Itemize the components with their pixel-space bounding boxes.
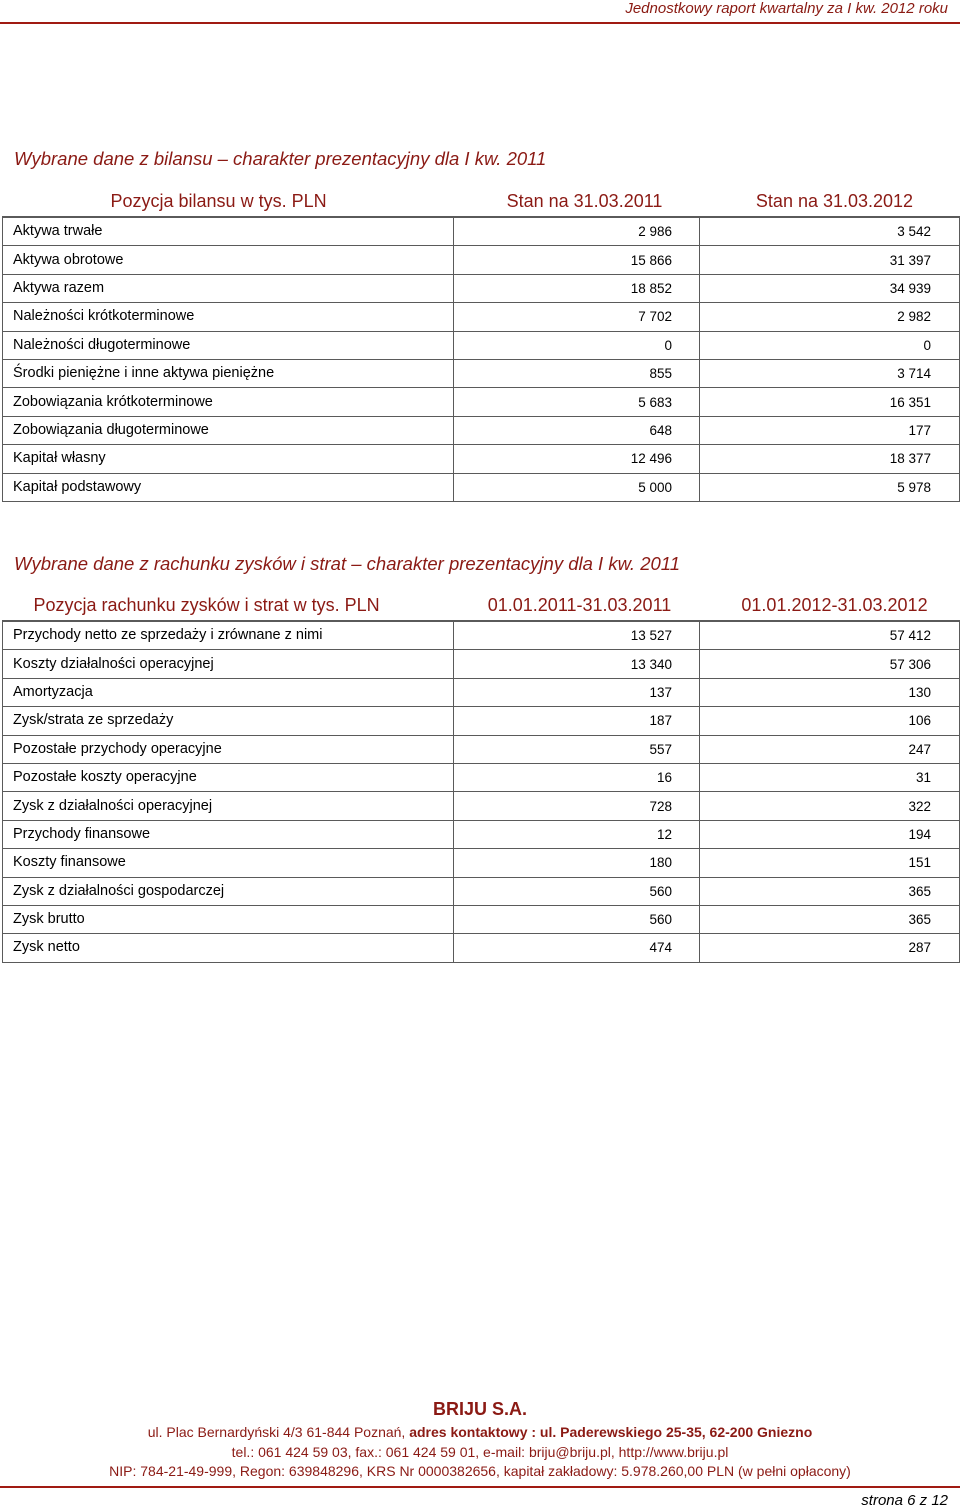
value-2012: 31 xyxy=(700,763,960,791)
column-header-2011: Stan na 31.03.2011 xyxy=(506,191,663,211)
value-2011: 18 852 xyxy=(454,274,700,302)
row-label: Środki pieniężne i inne aktywa pieniężne xyxy=(3,359,454,387)
row-label: Zysk brutto xyxy=(3,905,454,933)
table-row xyxy=(3,650,960,678)
value-2012: 106 xyxy=(700,707,960,735)
value-2012: 322 xyxy=(700,792,960,820)
row-label: Należności długoterminowe xyxy=(3,331,454,359)
value-2012: 57 306 xyxy=(700,650,960,678)
value-2011: 13 340 xyxy=(454,650,700,678)
table-row xyxy=(3,678,960,706)
table-row xyxy=(3,388,960,416)
footer-address-contact-label: adres kontaktowy : xyxy=(409,1424,540,1440)
table-row xyxy=(3,217,960,246)
value-2011: 5 000 xyxy=(454,473,700,501)
footer-address-registered: ul. Plac Bernardyński 4/3 61-844 Poznań, xyxy=(147,1424,410,1440)
value-2011: 12 496 xyxy=(454,445,700,473)
row-label: Pozostałe przychody operacyjne xyxy=(3,735,454,763)
row-label: Kapitał własny xyxy=(3,445,454,473)
table-row xyxy=(3,707,960,735)
row-label: Amortyzacja xyxy=(3,678,454,706)
pnl-table xyxy=(2,590,960,963)
table-row xyxy=(3,274,960,302)
value-2011: 5 683 xyxy=(454,388,700,416)
value-2011: 560 xyxy=(454,905,700,933)
table-row xyxy=(3,849,960,877)
value-2012: 57 412 xyxy=(700,621,960,650)
footer-address-contact: ul. Paderewskiego 25-35, 62-200 Gniezno xyxy=(539,1424,813,1440)
row-label: Zobowiązania krótkoterminowe xyxy=(3,388,454,416)
row-label: Zysk/strata ze sprzedaży xyxy=(3,707,454,735)
column-header-2012: Stan na 31.03.2012 xyxy=(755,191,914,211)
table-header-row xyxy=(3,590,960,621)
row-label: Aktywa obrotowe xyxy=(3,246,454,274)
value-2011: 12 xyxy=(454,820,700,848)
table-row xyxy=(3,735,960,763)
column-header-position: Pozycja rachunku zysków i strat w tys. PLN xyxy=(33,595,380,615)
row-label: Zysk z działalności operacyjnej xyxy=(3,792,454,820)
table-row xyxy=(3,792,960,820)
value-2012: 34 939 xyxy=(700,274,960,302)
row-label: Aktywa trwałe xyxy=(3,217,454,246)
row-label: Aktywa razem xyxy=(3,274,454,302)
value-2012: 130 xyxy=(700,678,960,706)
value-2012: 31 397 xyxy=(700,246,960,274)
table-row xyxy=(3,934,960,962)
footer-divider xyxy=(0,1486,960,1488)
value-2012: 3 714 xyxy=(700,359,960,387)
table-row xyxy=(3,763,960,791)
row-label: Kapitał podstawowy xyxy=(3,473,454,501)
table-row xyxy=(3,905,960,933)
value-2012: 177 xyxy=(700,416,960,444)
value-2012: 365 xyxy=(700,877,960,905)
table-row xyxy=(3,331,960,359)
value-2012: 3 542 xyxy=(700,217,960,246)
footer-address xyxy=(0,1424,960,1440)
table-row xyxy=(3,246,960,274)
footer-contact: tel.: 061 424 59 03, fax.: 061 424 59 01, e-mail: briju@briju.pl, http://www.briju.pl xyxy=(231,1444,729,1460)
value-2012: 365 xyxy=(700,905,960,933)
value-2012: 18 377 xyxy=(700,445,960,473)
table-row xyxy=(3,621,960,650)
table-row xyxy=(3,445,960,473)
value-2012: 194 xyxy=(700,820,960,848)
table-row xyxy=(3,303,960,331)
report-title: Jednostkowy raport kwartalny za I kw. 2012 roku xyxy=(625,0,948,17)
value-2011: 474 xyxy=(454,934,700,962)
value-2011: 728 xyxy=(454,792,700,820)
table-row xyxy=(3,416,960,444)
row-label: Zysk netto xyxy=(3,934,454,962)
balance-table xyxy=(2,186,960,502)
value-2011: 648 xyxy=(454,416,700,444)
value-2012: 287 xyxy=(700,934,960,962)
value-2011: 187 xyxy=(454,707,700,735)
row-label: Zysk z działalności gospodarczej xyxy=(3,877,454,905)
footer-registry: NIP: 784-21-49-999, Regon: 639848296, KRS Nr 0000382656, kapitał zakładowy: 5.978.260,00 PLN (w pełni opłacony) xyxy=(109,1463,851,1479)
balance-section-title: Wybrane dane z bilansu – charakter prezentacyjny dla I kw. 2011 xyxy=(14,148,547,169)
value-2011: 13 527 xyxy=(454,621,700,650)
footer-company-name: BRIJU S.A. xyxy=(432,1399,528,1419)
value-2012: 0 xyxy=(700,331,960,359)
row-label: Przychody netto ze sprzedaży i zrównane z nimi xyxy=(3,621,454,650)
page-number: strona 6 z 12 xyxy=(861,1492,948,1509)
column-header-2012: 01.01.2012-31.03.2012 xyxy=(741,595,928,615)
row-label: Koszty finansowe xyxy=(3,849,454,877)
value-2011: 180 xyxy=(454,849,700,877)
value-2011: 0 xyxy=(454,331,700,359)
column-header-2011: 01.01.2011-31.03.2011 xyxy=(487,595,672,615)
header-divider xyxy=(0,22,960,24)
value-2011: 2 986 xyxy=(454,217,700,246)
row-label: Należności krótkoterminowe xyxy=(3,303,454,331)
value-2012: 5 978 xyxy=(700,473,960,501)
value-2011: 557 xyxy=(454,735,700,763)
table-header-row xyxy=(3,186,960,217)
table-row xyxy=(3,473,960,501)
table-row xyxy=(3,877,960,905)
value-2012: 16 351 xyxy=(700,388,960,416)
value-2011: 560 xyxy=(454,877,700,905)
row-label: Zobowiązania długoterminowe xyxy=(3,416,454,444)
value-2011: 16 xyxy=(454,763,700,791)
value-2012: 247 xyxy=(700,735,960,763)
table-row xyxy=(3,820,960,848)
row-label: Pozostałe koszty operacyjne xyxy=(3,763,454,791)
table-row xyxy=(3,359,960,387)
row-label: Koszty działalności operacyjnej xyxy=(3,650,454,678)
value-2012: 2 982 xyxy=(700,303,960,331)
value-2011: 7 702 xyxy=(454,303,700,331)
value-2011: 137 xyxy=(454,678,700,706)
pnl-section-title: Wybrane dane z rachunku zysków i strat – charakter prezentacyjny dla I kw. 2011 xyxy=(14,553,680,574)
value-2011: 855 xyxy=(454,359,700,387)
value-2011: 15 866 xyxy=(454,246,700,274)
value-2012: 151 xyxy=(700,849,960,877)
column-header-position: Pozycja bilansu w tys. PLN xyxy=(110,191,327,211)
row-label: Przychody finansowe xyxy=(3,820,454,848)
